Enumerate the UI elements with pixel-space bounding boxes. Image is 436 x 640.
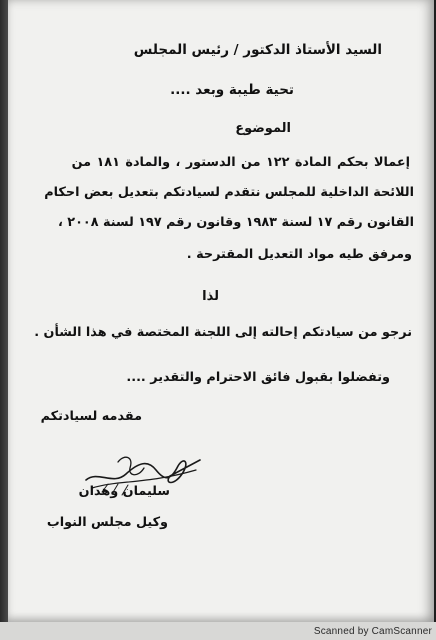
request-line: نرجو من سيادتكم إحالته إلى اللجنة المختصة في هذا الشأن . xyxy=(34,325,412,340)
greeting: تحية طيبة وبعد .... xyxy=(170,82,294,98)
signatory-name: سليمان وهدان xyxy=(78,484,170,499)
scan-edge xyxy=(0,0,8,640)
body-line-2: اللائحة الداخلية للمجلس نتقدم لسيادتكم بتعديل بعض احكام xyxy=(44,185,414,200)
body-line-3: القانون رقم ١٧ لسنة ١٩٨٣ وقانون رقم ١٩٧ لسنة ٢٠٠٨ ، xyxy=(57,215,414,230)
body-line-1: إعمالا بحكم المادة ١٢٢ من الدستور ، والمادة ١٨١ من xyxy=(71,155,410,170)
letter-page xyxy=(8,0,434,622)
therefore-word: لذا xyxy=(202,289,219,304)
subject-heading: الموضوع xyxy=(235,121,291,136)
handwritten-signature xyxy=(78,440,208,510)
body-line-4: ومرفق طيه مواد التعديل المقترحة . xyxy=(186,247,412,262)
addressee-title: السيد الأستاذ الدكتور / رئيس المجلس xyxy=(133,42,382,58)
closing-line: وتفضلوا بقبول فائق الاحترام والتقدير .... xyxy=(126,370,390,385)
signatory-role: وكيل مجلس النواب xyxy=(46,515,168,530)
scanner-watermark: Scanned by CamScanner xyxy=(313,626,432,637)
sender-label: مقدمه لسيادتكم xyxy=(40,409,142,424)
